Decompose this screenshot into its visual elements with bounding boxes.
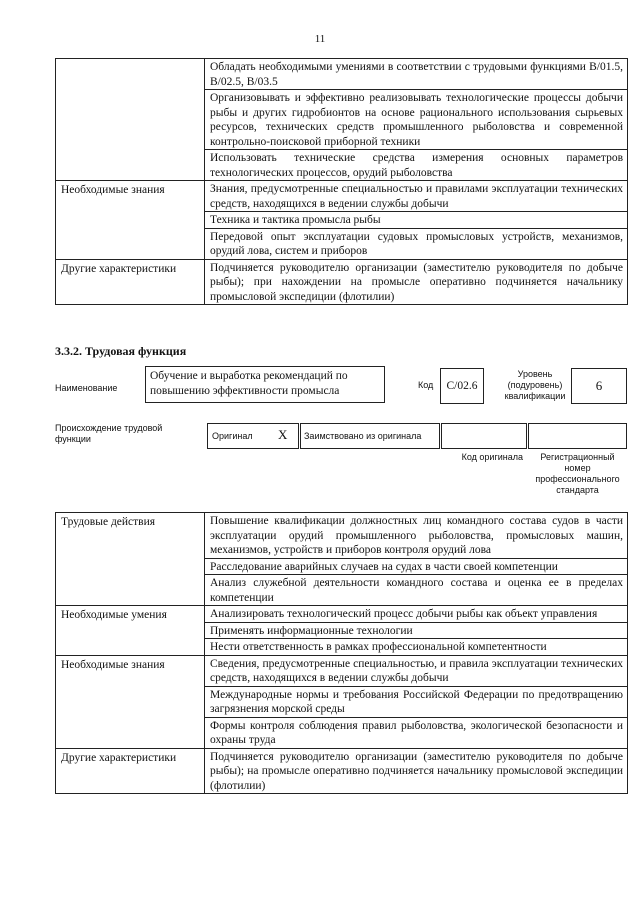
level-label: Уровень (подуровень) квалификации <box>504 369 566 401</box>
row-label: Трудовые действия <box>56 513 205 606</box>
row-item: Техника и тактика промысла рыбы <box>205 212 628 229</box>
row-item: Расследование аварийных случаев на судах в части своей компетенции <box>205 558 628 575</box>
code-label: Код <box>418 380 434 390</box>
row-item: Обладать необходимыми умениями в соответствии с трудовыми функциями В/01.5, В/02.5, В/03.5 <box>205 59 628 90</box>
origin-label: Происхождение трудовой функции <box>55 423 163 444</box>
table-row <box>56 181 628 212</box>
row-item: Использовать технические средства измерения основных параметров технологических процессов, орудий рыболовства <box>205 150 628 181</box>
table-row <box>56 655 628 686</box>
reg-number-label: Регистрационный номер профессионального стандарта <box>535 452 620 495</box>
table-row <box>56 748 628 794</box>
level-value: 6 <box>595 378 603 393</box>
row-label: Другие характеристики <box>56 259 205 305</box>
row-item: Применять информационные технологии <box>205 622 628 639</box>
row-label: Необходимые умения <box>56 606 205 656</box>
function-name-value: Обучение и выработка рекомендаций по повышению эффективности промысла <box>150 370 348 397</box>
row-item: Нести ответственность в рамках профессиональной компетентности <box>205 639 628 656</box>
reg-number-box <box>528 423 627 449</box>
row-item: Формы контроля соблюдения правил рыболовства, экологической безопасности и охраны труда <box>205 717 628 748</box>
row-item: Анализ служебной деятельности командного состава и оценка ее в пределах компетенции <box>205 575 628 606</box>
function-table <box>55 512 628 794</box>
row-item: Организовывать и эффективно реализовывать технологические процессы добычи рыбы и других гидробионтов на основе рационального использования сырьевых ресурсов, технических средств промышленного рыболовства и современной контрольно-поисковой приборной техники <box>205 90 628 150</box>
row-item: Подчиняется руководителю организации (заместителю руководителя по добыче рыбы); на промысле оперативно подчиняется начальнику промысловой экспедиции (флотилии) <box>205 748 628 794</box>
function-name-box <box>145 366 385 403</box>
table-row <box>56 513 628 559</box>
code-original-label: Код оригинала <box>461 452 523 462</box>
original-label: Оригинал <box>212 431 253 441</box>
row-label <box>56 59 205 181</box>
original-mark: X <box>278 427 288 442</box>
row-label: Другие характеристики <box>56 748 205 794</box>
table-row <box>56 59 628 90</box>
row-item: Знания, предусмотренные специальностью и правилами эксплуатации технических средств, находящихся в ведении службы добычи <box>205 181 628 212</box>
row-label: Необходимые знания <box>56 655 205 748</box>
page-number: 11 <box>314 33 326 45</box>
level-box <box>571 368 627 404</box>
table-row <box>56 259 628 305</box>
section-title: 3.3.2. Трудовая функция <box>55 344 187 358</box>
row-label: Необходимые знания <box>56 181 205 260</box>
borrowed-label: Заимствовано из оригинала <box>304 431 422 441</box>
row-item: Подчиняется руководителю организации (заместителю руководителя по добыче рыбы); при нахождении на промысле оперативно подчиняется начальнику промысловой экспедиции (флотилии) <box>205 259 628 305</box>
skills-table-top <box>55 58 628 305</box>
row-item: Международные нормы и требования Российской Федерации по предотвращению загрязнения морской среды <box>205 686 628 717</box>
row-item: Анализировать технологический процесс добычи рыбы как объект управления <box>205 606 628 623</box>
table-row <box>56 606 628 623</box>
row-item: Повышение квалификации должностных лиц командного состава судов в части эксплуатации орудий промышленного рыболовства, промысловых машин, механизмов, устройств и приборов контроля орудий лова <box>205 513 628 559</box>
row-item: Сведения, предусмотренные специальностью, и правила эксплуатации технических средств, находящихся в ведении службы добычи <box>205 655 628 686</box>
code-original-box <box>441 423 527 449</box>
name-label: Наименование <box>55 383 118 393</box>
row-item: Передовой опыт эксплуатации судовых промысловых устройств, механизмов, орудий лова, систем и приборов <box>205 228 628 259</box>
code-value: С/02.6 <box>446 380 478 392</box>
code-box <box>440 368 484 404</box>
